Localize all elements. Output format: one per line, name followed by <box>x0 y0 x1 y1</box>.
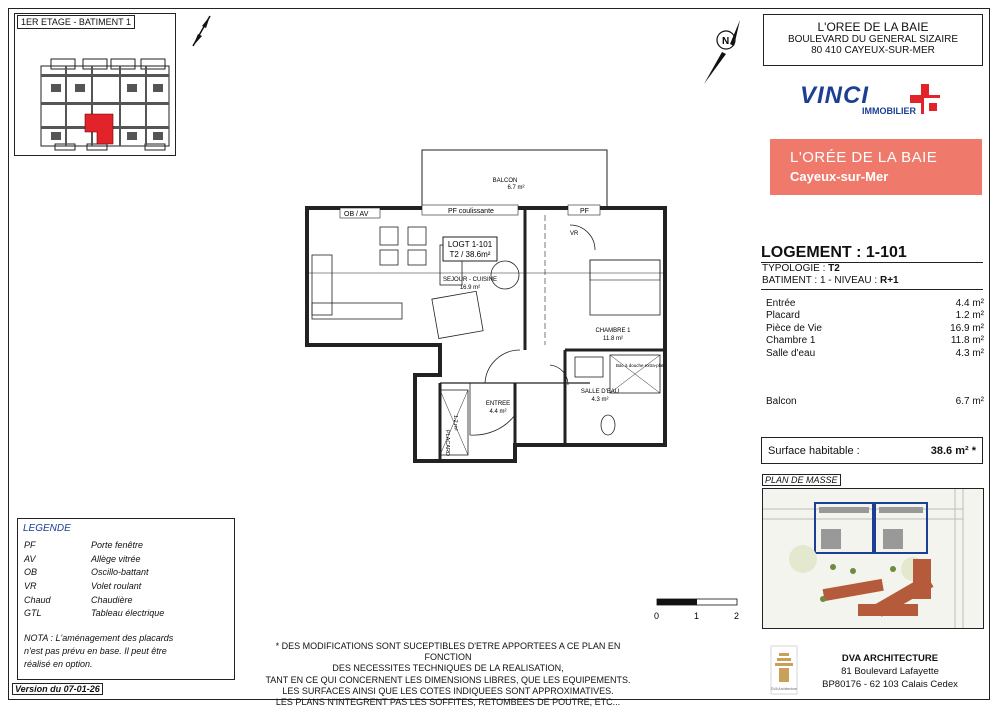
window-label-pf-coulissante: PF coulissante <box>448 208 494 215</box>
list-item <box>766 323 984 335</box>
room-name: Placard <box>766 310 800 322</box>
legend-title: LEGENDE <box>23 523 71 534</box>
room-area: 4.4 m² <box>955 298 984 309</box>
plan-masse-map <box>762 488 984 629</box>
batiment-label: BATIMENT : 1 - NIVEAU : <box>762 275 878 286</box>
legend-code: OB <box>24 567 38 578</box>
legend-desc: Chaudière <box>91 594 133 605</box>
room-areas-list <box>766 298 984 360</box>
balcon-area: 6.7 m² <box>955 396 984 407</box>
room-label-chambre: CHAMBRE 1 <box>595 328 631 334</box>
legend-code: VR <box>24 581 37 592</box>
note-line: NOTA : L'aménagement des placards <box>24 633 174 644</box>
logt-label: LOGT 1-101 <box>447 240 493 249</box>
legend-desc: Allège vitrée <box>91 553 141 564</box>
project-banner <box>770 139 982 195</box>
legend-code: AV <box>24 553 36 564</box>
key-plan-drawing <box>15 14 175 155</box>
architect-block <box>800 652 980 691</box>
list-item <box>766 310 984 322</box>
scale-tick-0: 0 <box>654 611 660 621</box>
project-address-1: BOULEVARD DU GENERAL SIZAIRE <box>787 34 959 45</box>
legend-item <box>24 608 234 622</box>
room-name: Pièce de Vie <box>766 322 822 334</box>
room-label-entree: ENTREE <box>485 401 511 407</box>
room-area-placard: 1.2 m² <box>452 415 458 431</box>
window-label-pf: PF <box>580 208 589 215</box>
window-label-vr: VR <box>570 231 579 237</box>
architect-address-1: 81 Boulevard Lafayette <box>841 666 939 677</box>
room-area-sde: 4.3 m² <box>591 397 609 403</box>
disclaimer-line: LES PLANS N'INTEGRENT PAS LES SOFFITES, RETOMBEES DE POUTRE, ETC... <box>275 697 621 708</box>
disclaimer-line: TANT EN CE QUI CONCERNENT LES DIMENSIONS LIBRES, QUE LES EQUIPEMENTS. <box>265 674 631 685</box>
window-label-obav: OB / AV <box>344 211 369 218</box>
vinci-cross-icon <box>910 84 940 114</box>
brand-sub: IMMOBILIER <box>862 106 916 116</box>
logement-details <box>762 263 899 287</box>
legend-desc: Volet roulant <box>91 581 142 592</box>
legend-code: PF <box>24 540 36 550</box>
legend-item <box>24 540 234 554</box>
typologie-value: T2 <box>828 263 840 274</box>
room-label-sejour: SEJOUR - CUISINE <box>442 277 498 283</box>
legend-desc: Porte fenêtre <box>91 540 144 550</box>
floor-plan <box>300 145 670 465</box>
compass-rose-icon <box>700 18 750 86</box>
room-area: 16.9 m² <box>950 322 984 334</box>
room-label-sde: SALLE D'EAU <box>580 389 620 395</box>
dva-logo-icon <box>770 645 798 695</box>
dva-logo-text: DVA Architecture <box>770 687 798 691</box>
room-area-chambre: 11.8 m² <box>603 336 623 342</box>
architect-address-2: BP80176 - 62 103 Calais Cedex <box>822 679 958 690</box>
divider <box>761 289 983 290</box>
typologie-label: TYPOLOGIE : <box>762 263 826 274</box>
plan-masse-label: PLAN DE MASSE <box>762 474 841 486</box>
scale-tick-1: 1 <box>694 611 700 621</box>
scale-bar <box>652 597 742 628</box>
room-area-entree: 4.4 m² <box>489 409 507 415</box>
architect-name: DVA ARCHITECTURE <box>841 653 939 664</box>
disclaimer-line: * DES MODIFICATIONS SONT SUCEPTIBLES D'ETRE APPORTEES A CE PLAN EN FONCTION <box>275 641 621 663</box>
banner-subtitle: Cayeux-sur-Mer <box>790 169 889 184</box>
disclaimer <box>258 641 638 708</box>
balcon-area-row <box>766 396 984 407</box>
legend-code: GTL <box>24 608 42 619</box>
room-area: 1.2 m² <box>955 310 984 322</box>
project-header <box>763 14 983 66</box>
legend-desc: Oscillo-battant <box>91 567 149 578</box>
site-plan-drawing <box>763 489 983 628</box>
room-label-placard: PLACARD <box>444 430 450 456</box>
room-area-balcon: 6.7 m² <box>507 185 525 191</box>
room-area: 4.3 m² <box>955 347 984 359</box>
balcon-name: Balcon <box>766 396 797 407</box>
disclaimer-line: DES NECESSITES TECHNIQUES DE LA REALISATION, <box>332 663 564 674</box>
douche-label: Bac à douche extra-plat <box>616 363 664 368</box>
room-area-sejour: 16.9 m² <box>459 285 481 291</box>
scale-bar-graphic <box>652 597 742 623</box>
legend-note <box>24 632 228 671</box>
list-item <box>766 348 984 360</box>
vinci-logo <box>800 82 916 116</box>
legend-item <box>24 554 234 568</box>
surface-value: 38.6 m² * <box>930 444 976 457</box>
room-name: Salle d'eau <box>766 347 816 359</box>
key-plan-title: 1ER ETAGE - BATIMENT 1 <box>17 15 135 29</box>
room-name: Entrée <box>766 298 796 309</box>
brand-name: VINCI <box>800 82 870 109</box>
surface-label: Surface habitable : <box>768 444 860 457</box>
logement-title: LOGEMENT : 1-101 <box>761 244 907 261</box>
project-address-2: 80 410 CAYEUX-SUR-MER <box>811 45 935 56</box>
legend-item <box>24 581 234 595</box>
logt-type: T2 / 38.6m² <box>449 250 491 259</box>
project-name: L'OREE DE LA BAIE <box>817 20 929 34</box>
room-label-balcon: BALCON <box>492 178 518 184</box>
note-line: réalisé en option. <box>24 659 93 670</box>
surface-habitable <box>761 437 983 464</box>
legend-code: Chaud <box>24 594 51 605</box>
disclaimer-line: LES SURFACES AINSI QUE LES COTES INDIQUEES SONT APPROXIMATIVES. <box>282 685 614 696</box>
list-item <box>766 298 984 310</box>
scale-tick-2: 2 <box>734 611 740 621</box>
room-name: Chambre 1 <box>766 335 816 347</box>
niveau-value: R+1 <box>880 275 899 286</box>
svg-text:N: N <box>722 36 730 47</box>
version-label: Version du 07-01-26 <box>12 683 103 695</box>
legend-item <box>24 595 234 609</box>
legend <box>17 518 235 680</box>
banner-title: L'ORÉE DE LA BAIE <box>790 149 938 166</box>
room-area: 11.8 m² <box>950 335 984 347</box>
legend-item <box>24 567 234 581</box>
key-plan <box>14 13 176 156</box>
north-arrow-icon <box>190 14 214 48</box>
list-item <box>766 335 984 347</box>
note-line: n'est pas prévu en base. Il peut être <box>24 646 167 657</box>
legend-desc: Tableau électrique <box>91 608 165 619</box>
